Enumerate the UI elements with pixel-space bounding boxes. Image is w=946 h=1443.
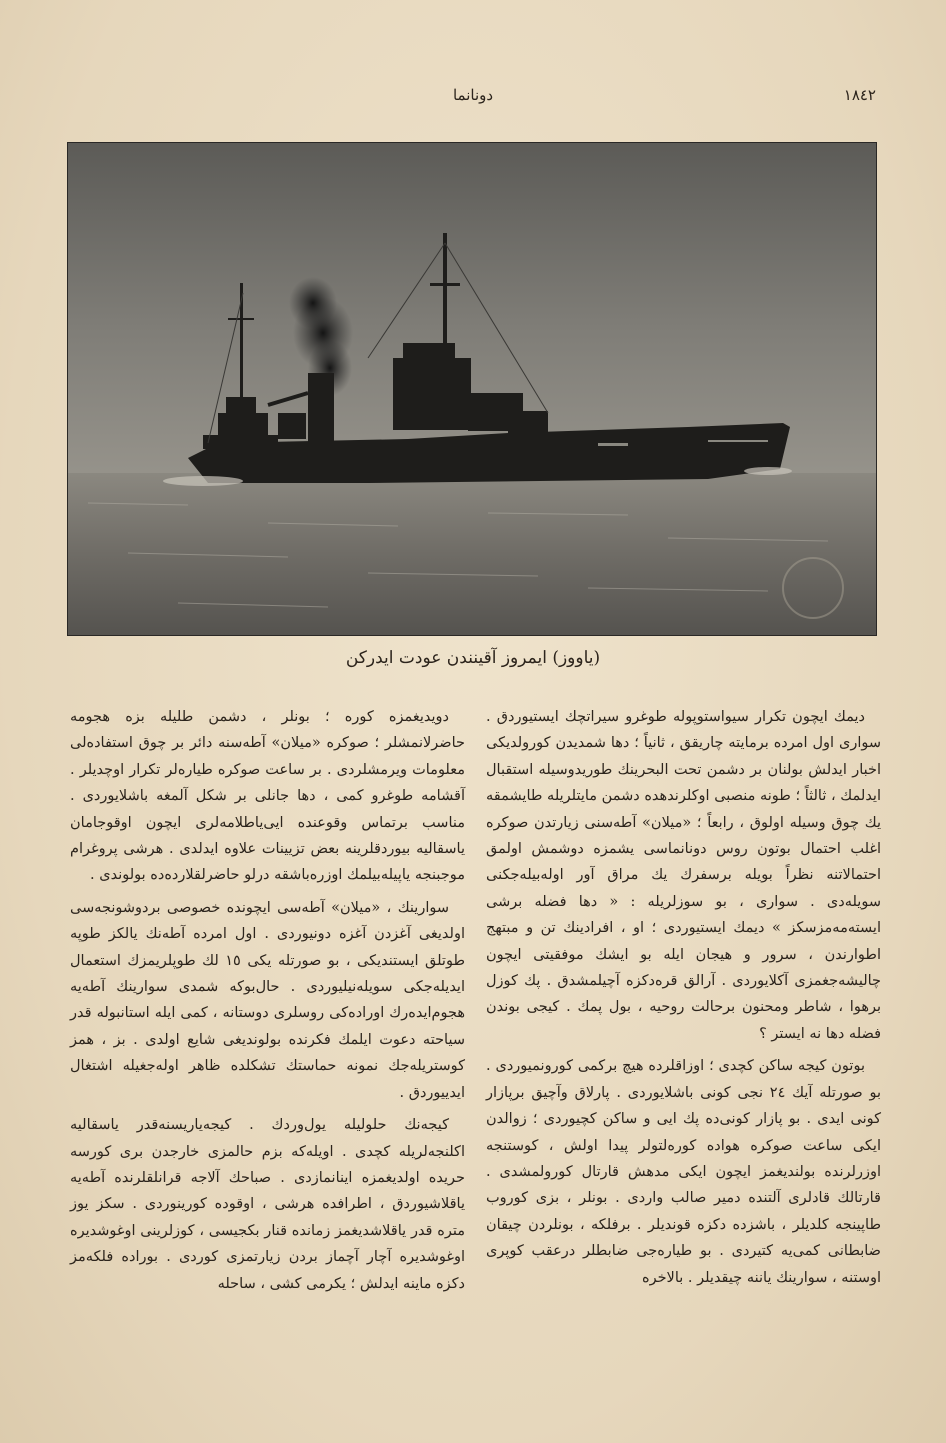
paragraph: کیجه‌نك حلولیله یول‌وردك . کیجه‌یاریسنه‌قدر یاسقالیه اکلنجه‌لریله کچدی . اویله‌که بزم حالمزی خارجدن بری کورسه حریده اولدیغمزه اینانمازدی . صباحك آلاجه قرانلقلرنده آطه‌یه یاقلاشیوردق ، اطرافده هرشی ، اوقوده کورینوردی . سکز یوز متره قدر یاقلاشدیغمز زمانده قنار بکجیسی ، کوزلرینی اوغوشدیره اوغوشدیره آچار آچماز بردن زیارتمزی کوردی . بوراده فلکه‌مز دکزه ماینه ایدلش ؛ یکرمی کشی ، ساحله	[70, 1117, 465, 1292]
journal-name: دونانما	[452, 86, 494, 104]
sea	[68, 473, 876, 635]
page-header	[70, 82, 876, 112]
photo-caption: (یاووز) ایمروز آقینندن عودت ایدرکن	[345, 648, 601, 668]
paragraph: بوتون کیجه ساکن کچدی ؛ اوزاقلرده هیچ برکمی کورونمیوردی . بو صورتله آیك ٢٤ نجی کونی باشلایوردی . پارلاق وآچیق برپازار کونی ایدی . بو پازار کونی‌ده پك ایی و ساکن کچیوردی ؛ زوالدن ایکی ساعت صوکره هواده کوره‌لتولر پیدا اولش ، کوستنجه اوزرلرنده بولندیغمز ایچون ایکی مدهش قارتال کورولمشدی . قارتالك قادلری آلتنده دمیر صالب واردی . بونلر ، بزی کوروب طاپینجه کلدیلر ، باشزده دکزه قونديلر . برفلکه ، بونلردن چیقان ضابطانی کمی‌یه کتیردی . بو طیاره‌جی ضابطلر درعقب کوپری اوستنه ، سوارینك یاننه چیقدیلر . بالاخره	[486, 1058, 881, 1286]
paragraph: سوارینك ، «میلان» آطه‌سی ایچونده خصوصی بردوشونجه‌سی اولدیغی آغزدن آغزه دونیوردی . اول امرده آطه‌نك یالکز طوپه طوتلق ایستندیکی ، بو صورتله یکی ١٥ لك طوپلریمزك استعمال ایدیله‌جکی سویله‌نیلیوردی . حال‌بوکه شمدی سوارینك آطه‌یه هجوم‌ایده‌رك اوراده‌کی روسلری دوستانه ، کمی ایله استانبوله قدر سیاحته دعوت ایلمك فکرنده بولوندیغی شایع اولدی . بز ، همز کوستریله‌جك نمونه حماستك تشکلده ظاهر اوله‌جغیله اشتغال ایدییوردق .	[70, 899, 465, 1101]
text-column-right	[486, 704, 881, 1384]
battleship-photo	[67, 142, 877, 636]
paragraph: دیمك ایچون تکرار سیواستوپوله طوغرو سیراتچك ایستیوردق . سواری اول امرده برمایته چاریقق ، ثانیاً ؛ دها شمدیدن کورولدیکی اخبار ایدلش بولنان بر دشمن تحت البحرینك طوریدوسیله استقبال ایدلمك ، ثالثاً ؛ طونه منصبی اوکلرندهده دشمن مایتلریله طایشمقه یك چوق وسیله اولوق ، رابعاً ؛ «میلان» آطه‌سنی زیارتدن صوکره اغلب احتمال بوتون روس دونانماسی یشمزه دوشمش اولمق احتمالاتنه نظراً بویله برسفرك یك مراق آور اوله‌بیله‌جکنی سویله‌دی . سواری ، بو سوزلریله : « دها فضله برشی ایسته‌مه‌مزسکز » دیمك ایستیوردی ؛ او ، افرادینك تن و مبتهج اطوارندن ، سرور و هیجان ایله بو ایشك موفقیتی ایچون چالیشه‌جغمزی آکلایوردی . آرالق قره‌دکزه آچیلمشدق . پك کوزل برهوا ، شاطر ومحنون برحالت روحیه ، بول پمك . کیجی بوندن فضله دها نه ایستر ؟	[486, 709, 881, 1042]
page-number: ١٨٤٢	[843, 86, 876, 104]
paragraph: دویدیغمزه کوره ؛ بونلر ، دشمن طلیله بزه هجومه حاضرلانمشلر ؛ صوکره «میلان» آطه‌سنه دائر بر چوق استفاده‌لی معلومات ویرمشلردی . بر ساعت صوکره طیاره‌لر تکرار اوچدیلر . آقشامه طوغرو کمی ، دها جانلی بر شکل آلمغه باشلایوردی . مناسب برتماس وقوعنده ایی‌یاطلامه‌لری ایچون اوقوجامان یاسقالیه بیوردقلرینه بعض تزیینات علاوه ایدلدی . هرشی پروغرام موجبنجه یاپیله‌بیلمك اوزره‌باشقه درلو حاضرلقلارده‌ده بولوندی .	[70, 709, 465, 884]
text-column-left	[70, 704, 465, 1384]
